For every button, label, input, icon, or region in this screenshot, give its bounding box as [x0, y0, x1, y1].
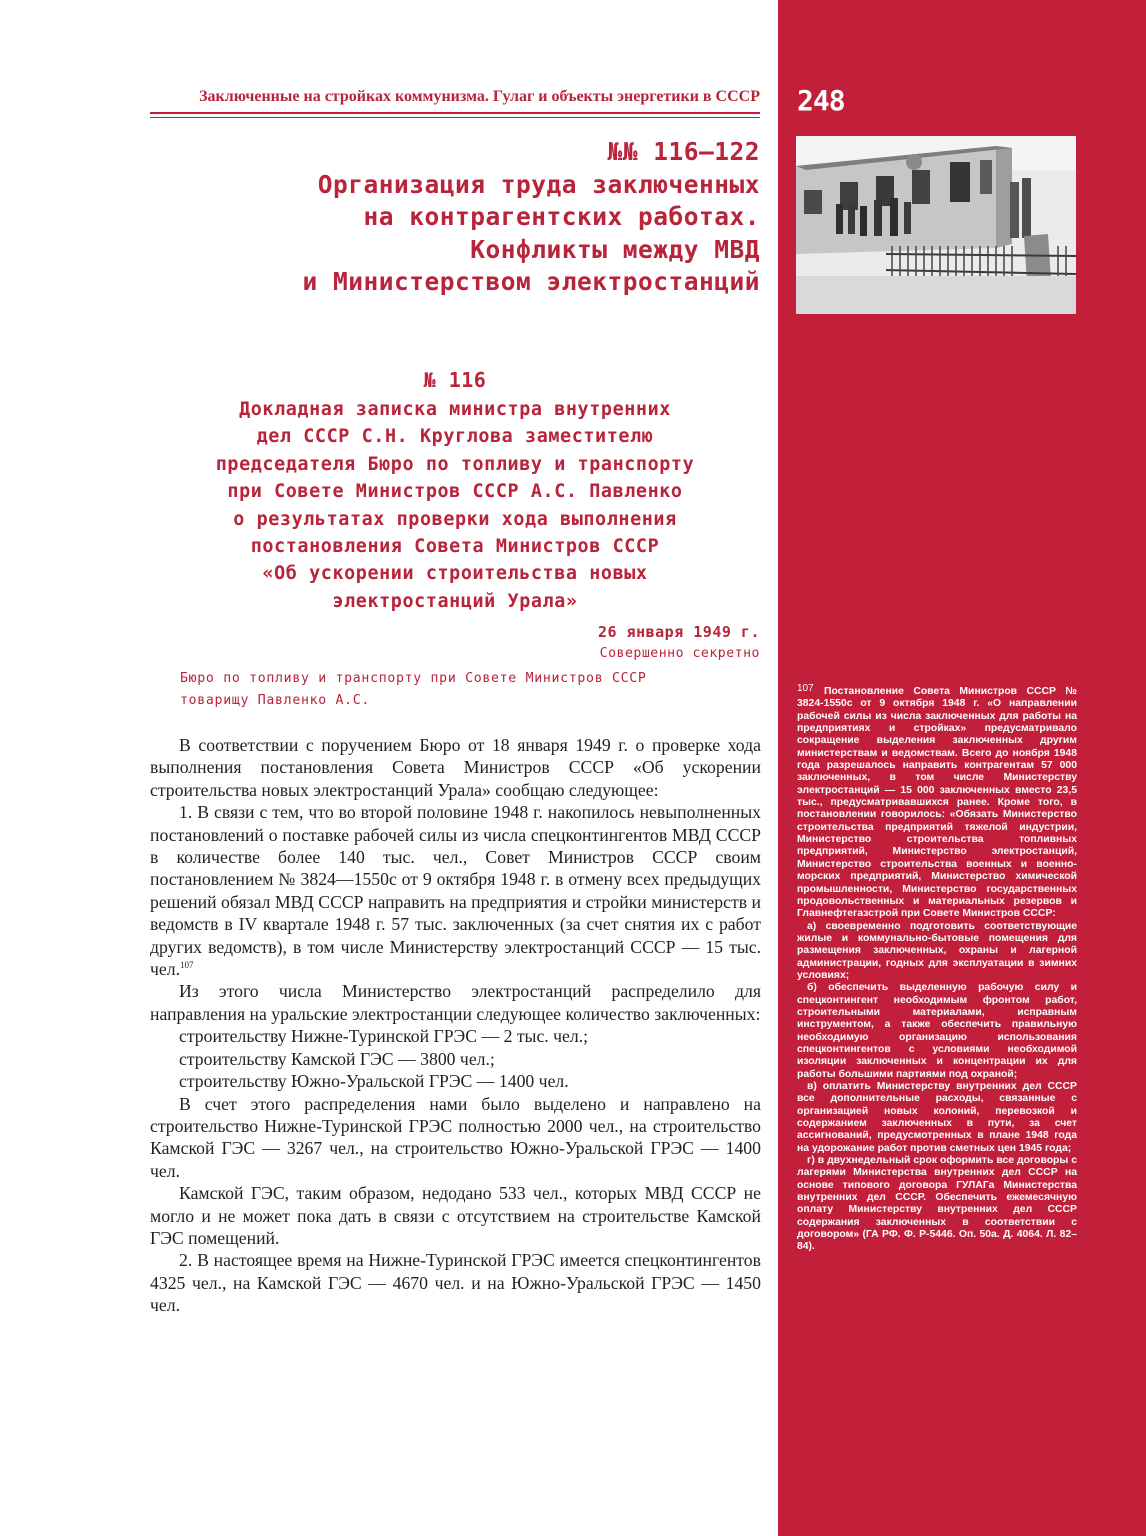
body-paragraph: В счет этого распределения нами было выделено и направлено на строительство Нижне-Туринской ГРЭС полностью 2000 чел., на строительство Камской ГЭС — 3267 чел., на строительство Южно-Уральской ГРЭС — 1400 чел. — [150, 1093, 761, 1181]
footnote-paragraph: в) оплатить Министерству внутренних дел СССР все дополнительные расходы, связанные с организацией новых колоний, перевозкой и содержанием заключенных в пути, за счет ассигнований, предусмотренных в плане 1948 года на удорожание работ против сметных цен 1945 года; — [797, 1081, 1077, 1154]
body-paragraph — [150, 801, 761, 980]
footnote — [797, 683, 1077, 1254]
footnote-paragraph: Постановление Совета Министров СССР № 3824-1550с от 9 октября 1948 г. «О направлении рабочей силы из числа заключенных для работы на предприятиях и стройках» предусматривало сокращение выделения заключенных другим министерствам и ведомствам. Всего до ноября 1948 года разрешалось направить контрагентам 57 000 заключенных, в том числе Министерству электростанций — 15 000 заключенных вместо 23,5 тыс., предусматривавшихся ранее. Кроме того, в постановлении говорилось: «Обязать Министерство строительства предприятий тяжелой индустрии, Министерство строительства топливных предприятий, Министерство электростанций, Министерство строительства военных и военно-морских предприятий, Министерство химической промышленности, Министерство государственных продовольственных и материальных резервов и Главнефтегазстрой при Совете Министров СССР: — [797, 686, 1077, 920]
document-title-line: Докладная записка министра внутренних — [239, 399, 671, 420]
header-rule — [150, 117, 760, 118]
footnote-paragraph: а) своевременно подготовить соответствующие жилые и коммунально-бытовые помещения для размещения заключенных, охраны и лагерной администрации, годных для эксплуатации в зимних условиях; — [797, 920, 1077, 981]
addressee-line: Бюро по топливу и транспорту при Совете Министров СССР — [180, 671, 647, 686]
header-rule — [150, 112, 760, 114]
document-date: 26 января 1949 г. — [597, 623, 760, 641]
document-title-line: председателя Бюро по топливу и транспорту — [215, 453, 695, 475]
document-body — [150, 734, 761, 1317]
body-paragraph: Из этого числа Министерство электростанций распределило для направления на уральские электростанции следующее количество заключенных: — [150, 981, 761, 1024]
footnote-ref: 107 — [180, 960, 194, 971]
list-item: строительству Камской ГЭС — 3800 чел.; — [179, 1048, 495, 1069]
addressee — [180, 668, 780, 712]
chapter-heading-line: №№ 116–122 — [607, 137, 760, 166]
list-item: строительству Нижне-Туринской ГРЭС — 2 тыс. чел.; — [179, 1026, 589, 1047]
document-title-line: «Об ускорении строительства новых — [262, 563, 648, 585]
document-title-line: постановления Совета Министров СССР — [250, 536, 660, 558]
chapter-heading-line: Конфликты между МВД — [470, 234, 760, 264]
body-paragraph: Камской ГЭС, таким образом, недодано 533 чел., которых МВД СССР не могло и не может пока дать в связи с отсутствием на строительстве Камской ГЭС помещений. — [150, 1183, 761, 1248]
chapter-heading-line: Организация труда заключенных — [317, 169, 760, 199]
footnote-paragraph: б) обеспечить выделенную рабочую силу и спецконтингент необходимым фронтом работ, строительными материалами, исправным инструментом, а также обеспечить правильную необходимую организацию использования спецконтингентов с условиями необходимой изоляции заключенных и концентрации их для работы большими партиями под охраной; — [797, 982, 1077, 1080]
footnote-number: 107 — [797, 683, 814, 694]
chapter-heading-line: и Министерством электростанций — [302, 267, 760, 296]
document-title-line: о результатах проверки хода выполнения — [233, 508, 677, 530]
document-title-line: электростанций Урала» — [332, 590, 578, 612]
footnote-paragraph: г) в двухнедельный срок оформить все договоры с лагерями Министерства внутренних дел СССР на основе типового договора ГУЛАГа Министерства внутренних дел СССР. Обеспечить ежемесячную оплату Министерству внутренних дел СССР содержания заключенных в соответствии с договором» (ГА РФ. Ф. Р-5446. Оп. 50а. Д. 4064. Л. 82–84). — [797, 1155, 1077, 1253]
chapter-heading — [150, 136, 760, 299]
body-paragraph: В соответствии с поручением Бюро от 18 января 1949 г. о проверке хода выполнения постановления Совета Министров СССР «Об ускорении строительства новых электростанций Урала» сообщаю следующее: — [150, 735, 761, 800]
document-title — [150, 396, 760, 615]
document-title-line: дел СССР С.Н. Круглова заместителю — [256, 426, 654, 448]
archival-photo — [796, 136, 1076, 314]
document-number: № 116 — [423, 368, 487, 392]
list-item: строительству Южно-Уральской ГРЭС — 1400 чел. — [179, 1071, 569, 1092]
body-paragraph-text: 1. В связи с тем, что во второй половине 1948 г. накопилось невыполненных постановлений о поставке рабочей силы из числа спецконтингентов МВД СССР в количестве более 140 тыс. чел., Совет Министров СССР своим постановлением № 3824—1550с от 9 октября 1948 г. в отмену всех предыдущих решений обязал МВД СССР направить на предприятия и стройки министерств и ведомств в IV квартале 1948 г. 57 тыс. заключенных (за счет снятия их с работ других ведомств), в том числе Министерству электростанций СССР — 15 тыс. чел. — [150, 802, 761, 980]
page-number: 248 — [797, 84, 845, 117]
chapter-heading-line: на контрагентских работах. — [363, 202, 760, 231]
running-title: Заключенные на стройках коммунизма. Гулаг и объекты энергетики в СССР — [199, 88, 760, 105]
classification-stamp: Совершенно секретно — [599, 646, 760, 661]
body-paragraph: 2. В настоящее время на Нижне-Туринской ГРЭС имеется спецконтингентов 4325 чел., на Камской ГЭС — 4670 чел. и на Южно-Уральской ГРЭС — 1450 чел. — [150, 1250, 761, 1316]
addressee-line: товарищу Павленко А.С. — [180, 693, 371, 708]
document-title-line: при Совете Министров СССР А.С. Павленко — [227, 481, 683, 503]
